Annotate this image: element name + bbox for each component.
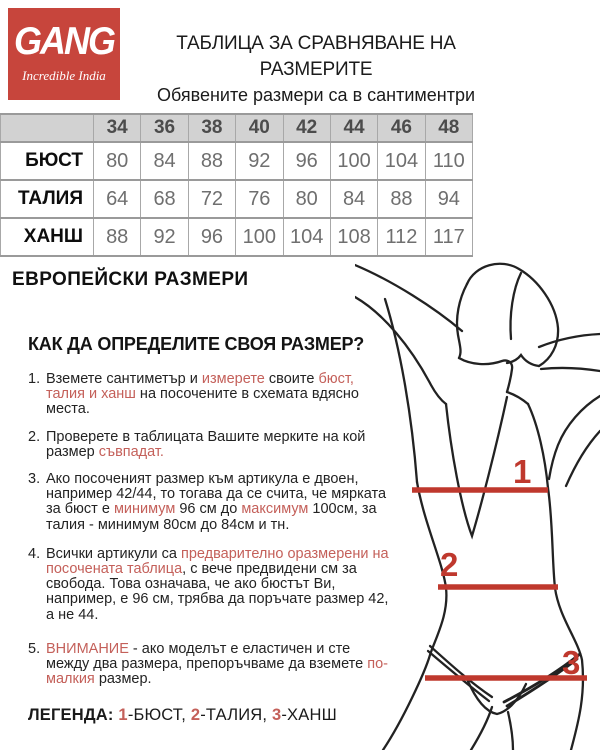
- highlighted-text: минимум: [113, 501, 176, 518]
- brand-tagline: Incredible India: [22, 68, 106, 83]
- measurement-row: [1, 180, 473, 218]
- measurement-value-cell: 88: [94, 218, 141, 256]
- size-table-body: [1, 142, 473, 256]
- woman-line-drawing: [355, 255, 600, 750]
- howto-heading: КАК ДА ОПРЕДЕЛИТЕ СВОЯ РАЗМЕР?: [28, 334, 365, 354]
- highlighted-text: предварително оразмерени на посочената таблица: [46, 545, 389, 578]
- highlighted-text: съвпадат.: [98, 443, 164, 460]
- plain-text: 96 см до: [175, 501, 242, 518]
- instruction-text: [46, 547, 396, 623]
- howto-section: [28, 334, 396, 702]
- page-title: ТАБЛИЦА ЗА СРАВНЯВАНЕ НА РАЗМЕРИТЕ: [176, 33, 456, 80]
- instruction-number: 1.: [28, 371, 41, 387]
- highlighted-text: бюст, талия и ханш: [46, 371, 354, 403]
- plain-text: ЛЕГЕНДА:: [28, 706, 119, 724]
- plain-text: Всички артикули са: [46, 545, 181, 562]
- size-column-header: 48: [425, 114, 472, 142]
- plain-text: -БЮСТ,: [127, 706, 191, 724]
- instruction-item: [28, 472, 396, 533]
- measurement-value-cell: 108: [330, 218, 377, 256]
- measurement-value-cell: 88: [188, 142, 235, 180]
- measurement-value-cell: 104: [283, 218, 330, 256]
- measurement-value-cell: 64: [94, 180, 141, 218]
- plain-text: , с вече предвидени см за свобода. Това означава, че ако бюстът Ви, например, е 96 см, трябва да поръчате размер 42, а не 44.: [46, 561, 389, 623]
- measurement-row-label: ТАЛИЯ: [1, 180, 94, 218]
- instruction-item: [28, 372, 396, 418]
- measurement-value-cell: 96: [283, 142, 330, 180]
- measurement-value-cell: 104: [378, 142, 425, 180]
- instruction-number: 5.: [28, 640, 41, 657]
- body-measurement-figure: [355, 255, 600, 750]
- highlighted-text: 1: [118, 706, 128, 724]
- size-column-header: 42: [283, 114, 330, 142]
- measurement-row-label: ХАНШ: [1, 218, 94, 256]
- waist-line-label: 2: [440, 546, 459, 583]
- measurement-value-cell: 84: [330, 180, 377, 218]
- size-column-header: 38: [188, 114, 235, 142]
- size-column-header: 40: [236, 114, 283, 142]
- legend: [28, 706, 337, 725]
- measurement-value-cell: 80: [283, 180, 330, 218]
- instruction-item: [28, 642, 396, 688]
- brand-name: GANG: [14, 18, 114, 63]
- highlighted-text: ВНИМАНИЕ: [46, 640, 129, 657]
- instruction-item: [28, 430, 396, 460]
- highlighted-text: измерете: [201, 371, 265, 387]
- measurement-value-cell: 100: [330, 142, 377, 180]
- measurement-value-cell: 92: [236, 142, 283, 180]
- measurement-value-cell: 94: [425, 180, 472, 218]
- plain-text: 100см, за талия - минимум 80см до 84см и тн.: [46, 501, 377, 533]
- measurement-value-cell: 72: [188, 180, 235, 218]
- instruction-number: 2.: [28, 428, 41, 445]
- instruction-item: [28, 547, 396, 623]
- page-subtitle: Обявените размери са в сантиментри: [156, 85, 476, 105]
- measurement-value-cell: 112: [378, 218, 425, 256]
- measurement-value-cell: 100: [236, 218, 283, 256]
- instruction-text: [46, 472, 396, 533]
- measurement-value-cell: 84: [141, 142, 188, 180]
- measurement-row: [1, 218, 473, 256]
- bust-line-label: 1: [513, 453, 532, 490]
- plain-text: -ХАНШ: [281, 706, 337, 724]
- highlighted-text: 3: [271, 706, 282, 724]
- plain-text: Ако посоченият размер към артикула е двоен, например 42/44, то тогава да се счита, че мярката за бюст е: [46, 471, 387, 518]
- measurement-value-cell: 76: [236, 180, 283, 218]
- measurement-value-cell: 80: [94, 142, 141, 180]
- table-corner-cell: [1, 114, 94, 142]
- header: [118, 31, 514, 107]
- plain-text: на посочените в схемата вдясно места.: [46, 386, 359, 418]
- instruction-text: [46, 642, 396, 688]
- measurement-value-cell: 88: [378, 180, 425, 218]
- size-column-header: 36: [141, 114, 188, 142]
- plain-text: Проверете в таблицата Вашите мерките на кой размер: [46, 428, 366, 460]
- size-column-header: 34: [94, 114, 141, 142]
- highlighted-text: максимум: [241, 501, 309, 518]
- measurement-value-cell: 92: [141, 218, 188, 256]
- plain-text: своите: [264, 371, 319, 387]
- plain-text: -ТАЛИЯ,: [200, 706, 272, 724]
- instruction-text: [46, 430, 396, 460]
- european-sizes-heading: ЕВРОПЕЙСКИ РАЗМЕРИ: [12, 269, 249, 290]
- plain-text: размер.: [94, 671, 152, 688]
- size-column-header: 44: [330, 114, 377, 142]
- measurement-value-cell: 110: [425, 142, 472, 180]
- howto-list: [28, 372, 396, 687]
- brand-logo: [8, 8, 120, 100]
- instruction-text: [46, 372, 396, 418]
- plain-text: - ако моделът е еластичен и сте между два размера, препоръчваме да вземете: [46, 640, 368, 673]
- highlighted-text: 2: [190, 706, 201, 724]
- size-column-header: 46: [378, 114, 425, 142]
- hip-line-label: 3: [562, 644, 581, 681]
- instruction-number: 3.: [28, 471, 41, 488]
- measurement-value-cell: 96: [188, 218, 235, 256]
- measurement-value-cell: 68: [141, 180, 188, 218]
- measurement-value-cell: 117: [425, 218, 472, 256]
- plain-text: Вземете сантиметър и: [46, 371, 202, 387]
- size-table-header-row: [1, 114, 473, 142]
- measurement-row: [1, 142, 473, 180]
- measurement-row-label: БЮСТ: [1, 142, 94, 180]
- size-comparison-table: [0, 113, 473, 257]
- instruction-number: 4.: [28, 545, 41, 562]
- highlighted-text: по-малкия: [46, 656, 388, 688]
